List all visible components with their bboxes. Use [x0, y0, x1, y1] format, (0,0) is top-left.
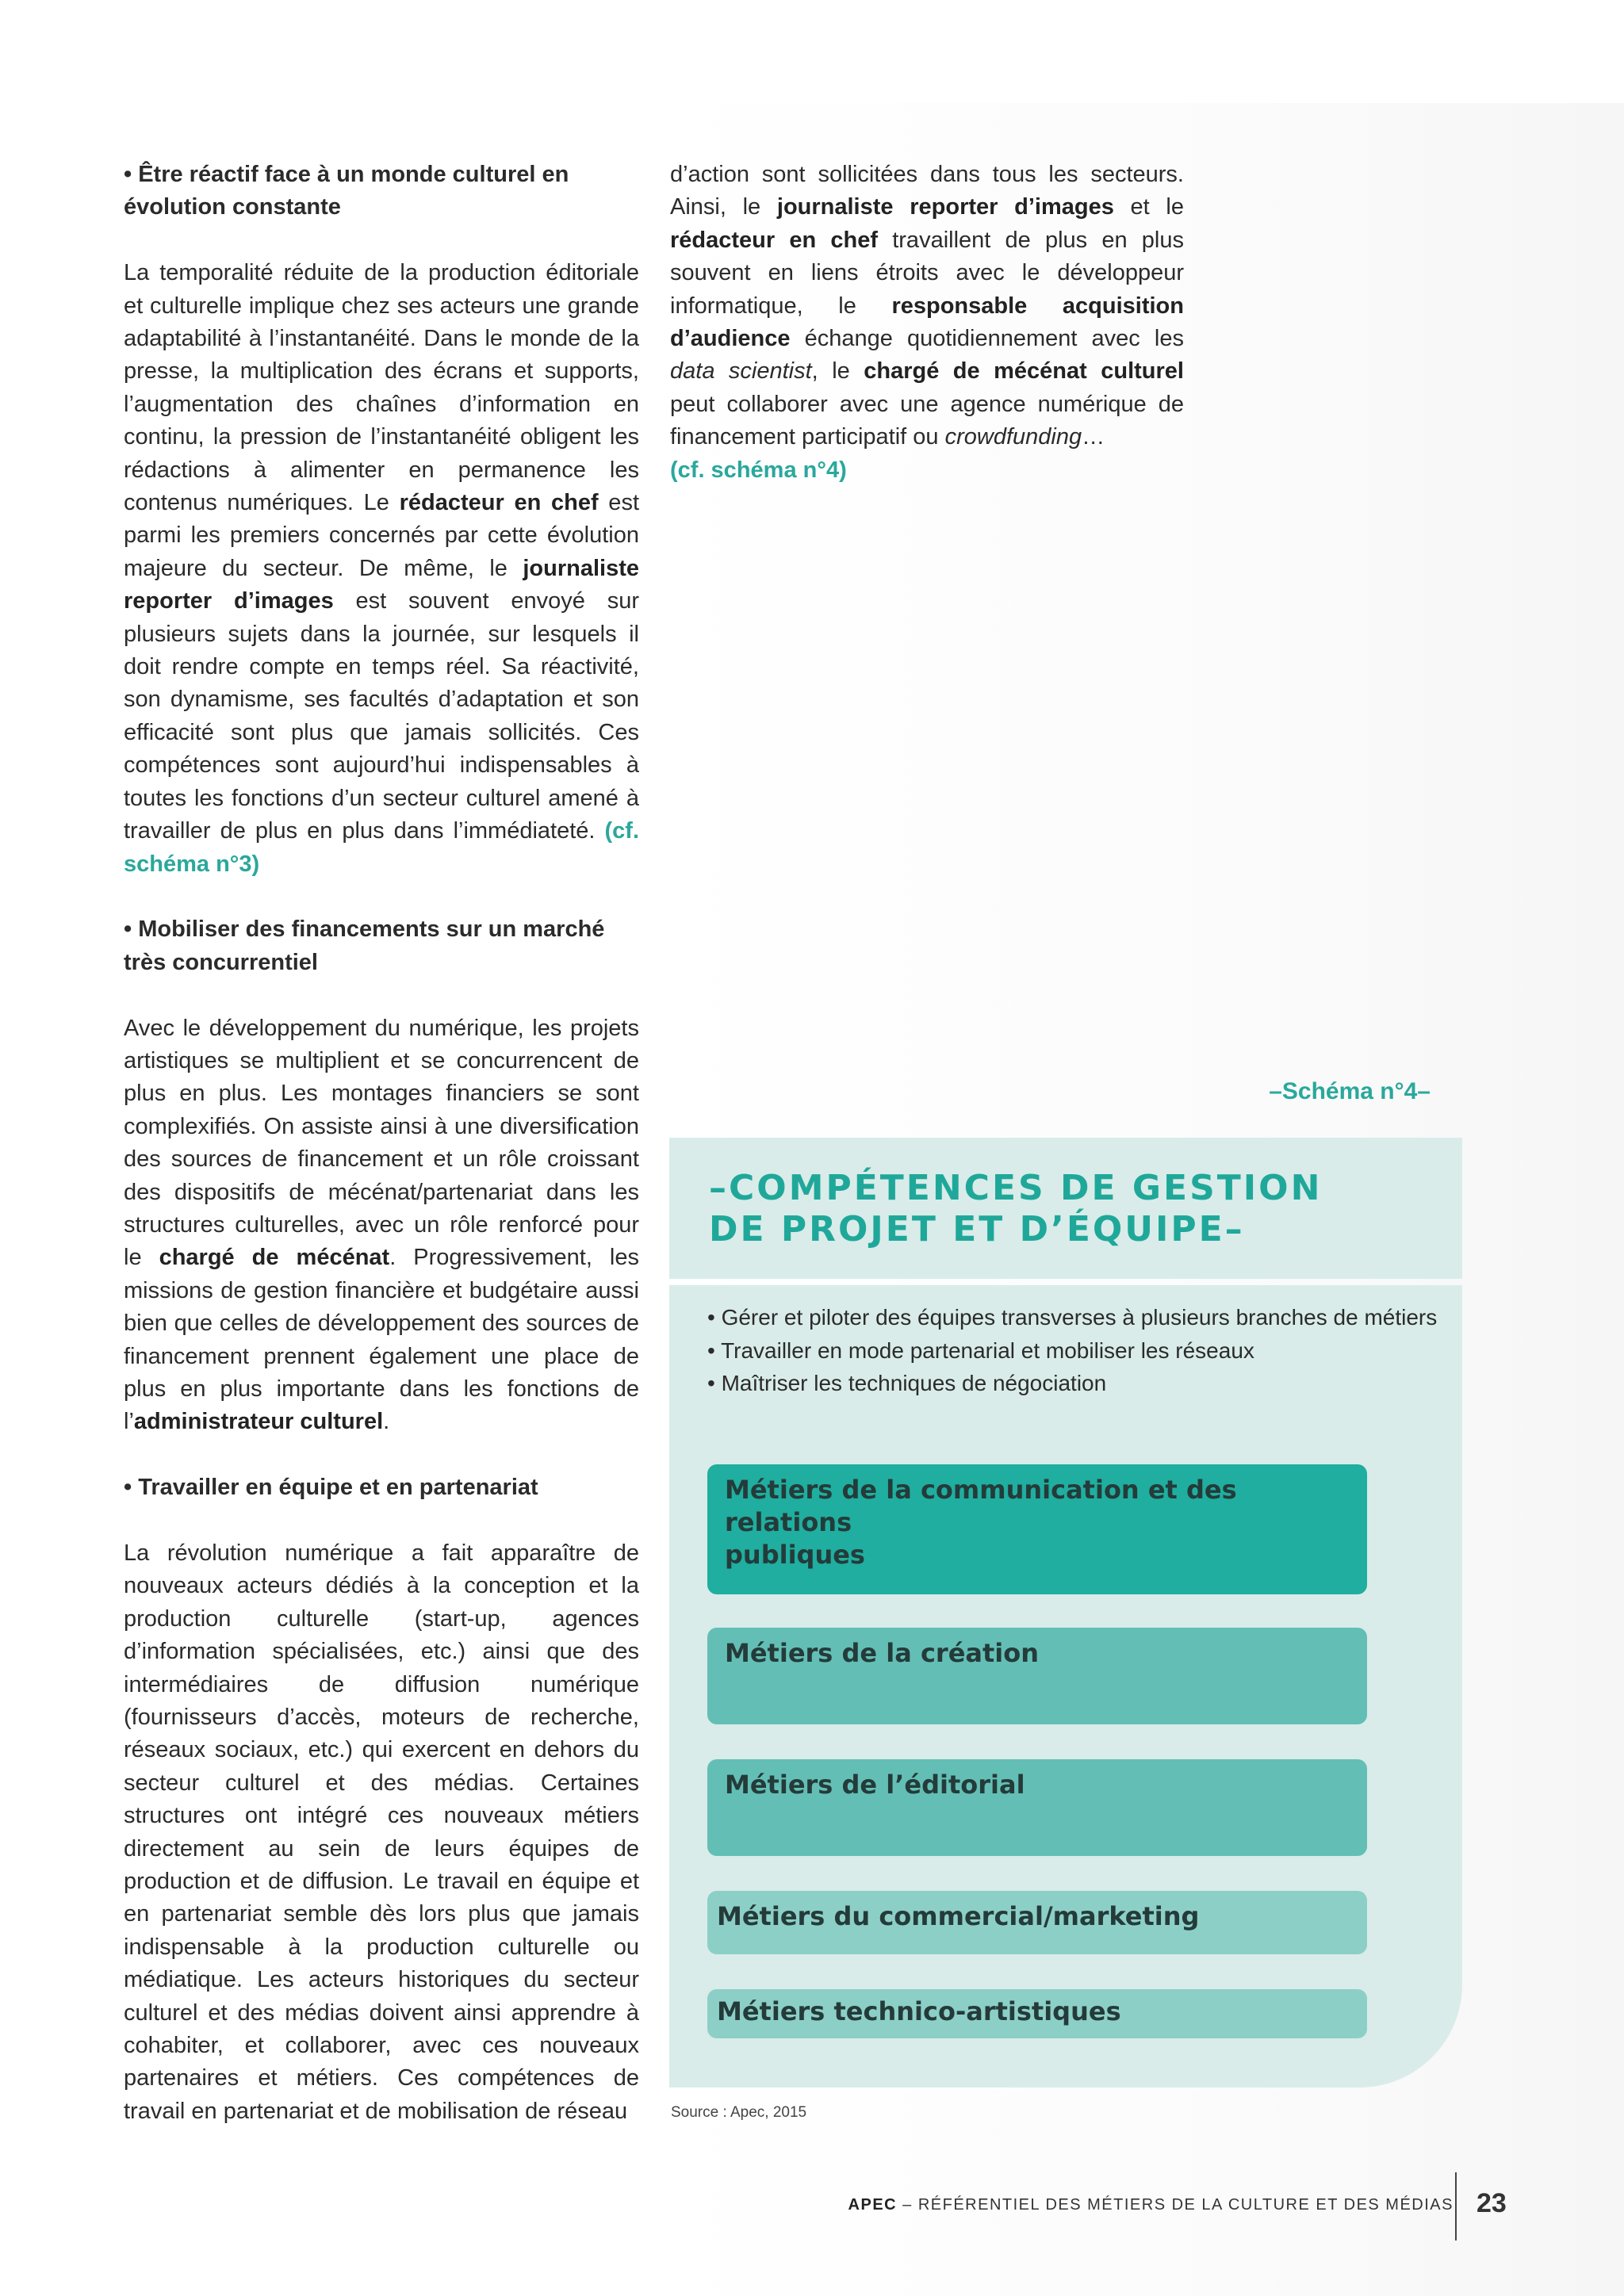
footer-divider	[1455, 2172, 1457, 2241]
bold-term: rédacteur en chef	[670, 227, 879, 253]
schema-panel	[669, 1138, 1462, 2087]
bold-term: chargé de mécénat culturel	[864, 358, 1184, 385]
text-run: La temporalité réduite de la production éditoriale et culturelle implique chez ses acteurs une grande adaptabilité à l’instantanéité. Dans le monde de la presse, la multiplication des écrans et supports, l’augmentation des chaînes d’information en continu, la pression de l’instantanéité obligent les rédactions à alimenter en permanence les contenus numériques. Le	[124, 260, 639, 516]
schema-title	[709, 1168, 1322, 1250]
job-family-creation	[707, 1628, 1367, 1724]
job-family-label: publiques	[725, 1540, 865, 1570]
left-column	[124, 159, 639, 2128]
paragraph-financing	[124, 1012, 639, 1439]
text-run: est souvent envoyé sur plusieurs sujets dans la journée, sur lesquels il doit rendre compte en temps réel. Sa réactivité, son dynamisme, ses facultés d’adaptation et son efficacité sont plus que jamais sollicités. Ces compétences sont aujourd’hui indispensables à toutes les fonctions d’un secteur culturel amené à travailler de plus en plus dans l’immédiateté.	[124, 588, 639, 844]
job-family-commercial	[707, 1891, 1367, 1954]
schema-panel-header	[669, 1138, 1462, 1279]
footer-brand: APEC	[848, 2196, 898, 2214]
job-family-communication	[707, 1464, 1367, 1594]
job-family-editorial	[707, 1759, 1367, 1856]
italic-term: crowdfunding	[944, 424, 1082, 450]
section-heading-teamwork: • Travailler en équipe et en partenariat	[124, 1475, 538, 1501]
paragraph-reactivity	[124, 257, 639, 881]
schema-panel-body	[669, 1285, 1462, 2087]
text-run: d’action sont sollicitées dans tous les secteurs. Ainsi, le	[670, 162, 1184, 220]
schema-reference: (cf. schéma n°3)	[124, 818, 639, 877]
text-run: et le	[1113, 194, 1184, 220]
job-family-label: Métiers de la création	[725, 1638, 1040, 1668]
paragraph-continuation	[670, 159, 1184, 487]
skill-item: • Gérer et piloter des équipes transverses à plusieurs branches de métiers	[707, 1305, 1438, 1330]
bold-term: journaliste reporter d’images	[124, 555, 639, 614]
schema-reference: (cf. schéma n°4)	[670, 457, 847, 483]
section-heading-reactivity: • Être réactif face à un monde culturel en évolution constante	[124, 162, 569, 220]
bold-term: journaliste reporter d’images	[776, 194, 1114, 220]
skill-item: • Travailler en mode partenarial et mobiliser les réseaux	[707, 1337, 1254, 1363]
italic-term: data scientist	[670, 358, 812, 385]
text-run: est parmi les premiers concernés par cette évolution majeure du secteur. De même, le	[124, 490, 639, 581]
footer-title: – RÉFÉRENTIEL DES MÉTIERS DE LA CULTURE ET DES MÉDIAS	[897, 2196, 1454, 2214]
schema-title-line: DE PROJET ET D’ÉQUIPE–	[709, 1209, 1245, 1249]
bold-term: administrateur culturel	[133, 1409, 384, 1435]
text-run: . Progressivement, les missions de gestion financière et budgétaire aussi bien que celles de développement des sources de financement prennent également une place de plus en plus importante dans les fonctions de l’	[124, 1245, 639, 1435]
bold-term: responsable acquisition d’audience	[670, 293, 1184, 352]
text-run: travaillent de plus en plus souvent en liens étroits avec le développeur informatique, le	[670, 227, 1185, 319]
text-run: …	[1082, 424, 1105, 450]
job-family-technical-artistic	[707, 1989, 1367, 2038]
text-run: échange quotidiennement avec les	[790, 326, 1184, 352]
page-number: 23	[1477, 2188, 1507, 2218]
right-column	[670, 159, 1184, 487]
bold-term: chargé de mécénat	[159, 1245, 390, 1271]
text-run: Avec le développement du numérique, les projets artistiques se multiplient et se concurrencent de plus en plus. Les montages financiers se sont complexifiés. On assiste ainsi à une diversification des sources de financement et un rôle croissant des dispositifs de mécénat/partenariat dans les structures culturelles, avec un rôle renforcé pour le	[124, 1015, 639, 1271]
paragraph-teamwork: La révolution numérique a fait apparaître de nouveaux acteurs dédiés à la conception et la production culturelle (start-up, agences d’information spécialisées, etc.) ainsi que des intermédiaires de diffusion numérique (fournisseurs d’accès, moteurs de recherche, réseaux sociaux, etc.) qui exercent en dehors du secteur culturel et des médias. Certaines structures ont intégré ces nouveaux métiers directement au sein de leurs équipes de production et de diffusion. Le travail en équipe et en partenariat semble dès lors plus que jamais indispensable à la production culturelle ou médiatique. Les acteurs historiques du secteur culturel et des médias doivent ainsi apprendre à cohabiter, et collaborer, avec ces nouveaux partenaires et métiers. Ces compétences de travail en partenariat et de mobilisation de réseau	[124, 1540, 639, 2124]
bold-term: rédacteur en chef	[399, 490, 599, 516]
job-family-label: Métiers de la communication et des relations	[725, 1475, 1237, 1537]
job-family-label: Métiers de l’éditorial	[725, 1770, 1025, 1800]
job-family-label: Métiers technico-artistiques	[717, 1996, 1121, 2026]
skill-item: • Maîtriser les techniques de négociation	[707, 1371, 1107, 1395]
text-run: , le	[811, 358, 864, 385]
skills-list	[707, 1301, 1437, 1400]
footer-running-title	[848, 2196, 1454, 2214]
schema-title-line: –COMPÉTENCES DE GESTION	[709, 1168, 1323, 1208]
section-heading-financing: • Mobiliser des financements sur un marché très concurrentiel	[124, 916, 605, 975]
schema-label: –Schéma n°4–	[1269, 1078, 1431, 1104]
text-run: peut collaborer avec une agence numérique de financement participatif ou	[670, 391, 1184, 450]
job-family-label: Métiers du commercial/marketing	[717, 1901, 1200, 1931]
source-note: Source : Apec, 2015	[671, 2104, 807, 2121]
text-run: .	[383, 1409, 390, 1435]
